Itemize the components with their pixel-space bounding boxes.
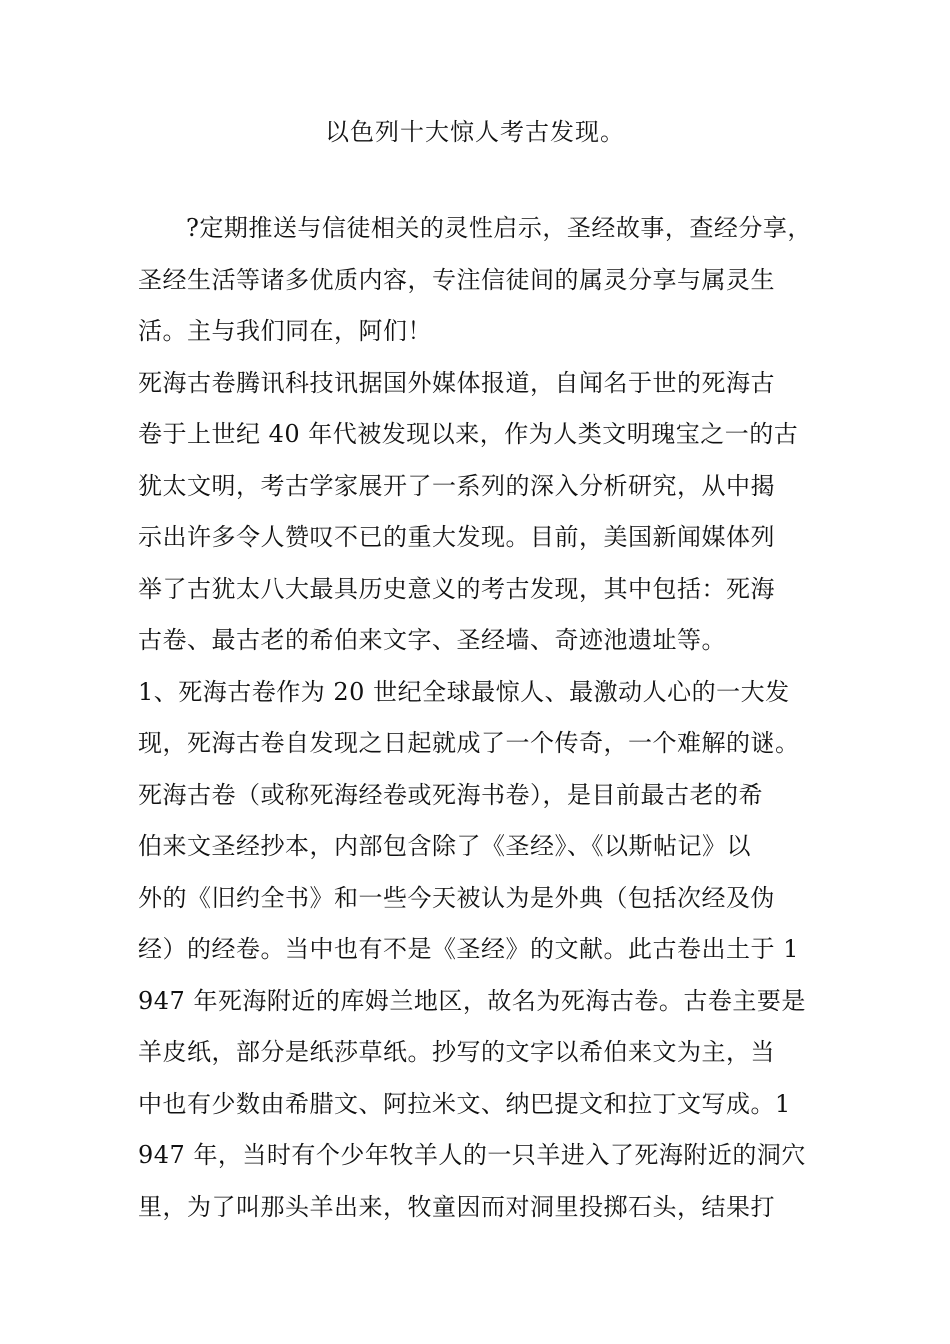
text-line: 羊皮纸，部分是纸莎草纸。抄写的文字以希伯来文为主，当 bbox=[138, 1038, 775, 1066]
text-line: 里，为了叫那头羊出来，牧童因而对洞里投掷石头，结果打 bbox=[138, 1192, 775, 1221]
text-line: 947 年死海附近的库姆兰地区，故名为死海古卷。古卷主要是 bbox=[138, 986, 806, 1015]
text-line: 中也有少数由希腊文、阿拉米文、纳巴提文和拉丁文写成。1 bbox=[138, 1089, 791, 1118]
text-line: 圣经生活等诸多优质内容，专注信徒间的属灵分享与属灵生 bbox=[138, 265, 775, 294]
text-line: 卷于上世纪 40 年代被发现以来，作为人类文明瑰宝之一的古 bbox=[138, 420, 799, 448]
text-line: ?定期推送与信徒相关的灵性启示，圣经故事，查经分享， bbox=[186, 214, 812, 242]
text-line: 死海古卷腾讯科技讯据国外媒体报道，自闻名于世的死海古 bbox=[138, 368, 775, 397]
text-line: 古卷、最古老的希伯来文字、圣经墙、奇迹池遗址等。 bbox=[138, 626, 726, 654]
text-line: 死海古卷（或称死海经卷或死海书卷），是目前最古老的希 bbox=[138, 780, 763, 809]
text-line: 活。主与我们同在，阿们！ bbox=[138, 317, 432, 345]
text-line: 1、死海古卷作为 20 世纪全球最惊人、最激动人心的一大发 bbox=[138, 677, 790, 706]
text-line: 举了古犹太八大最具历史意义的考古发现，其中包括：死海 bbox=[138, 574, 775, 603]
document-body bbox=[138, 208, 828, 1238]
text-line: 犹太文明，考古学家展开了一系列的深入分析研究，从中揭 bbox=[138, 471, 775, 500]
text-line: 外的《旧约全书》和一些今天被认为是外典（包括次经及伪 bbox=[138, 883, 775, 912]
text-line: 现，死海古卷自发现之日起就成了一个传奇，一个难解的谜。 bbox=[138, 729, 800, 757]
text-line: 示出许多令人赞叹不已的重大发现。目前，美国新闻媒体列 bbox=[138, 523, 775, 551]
text-line: 947 年，当时有个少年牧羊人的一只羊进入了死海附近的洞穴 bbox=[138, 1141, 806, 1169]
text-line: 伯来文圣经抄本，内部包含除了《圣经》、《以斯帖记》以 bbox=[138, 832, 751, 860]
document-title: 以色列十大惊人考古发现。 bbox=[325, 118, 625, 146]
text-line: 经）的经卷。当中也有不是《圣经》的文献。此古卷出土于 1 bbox=[138, 935, 799, 963]
